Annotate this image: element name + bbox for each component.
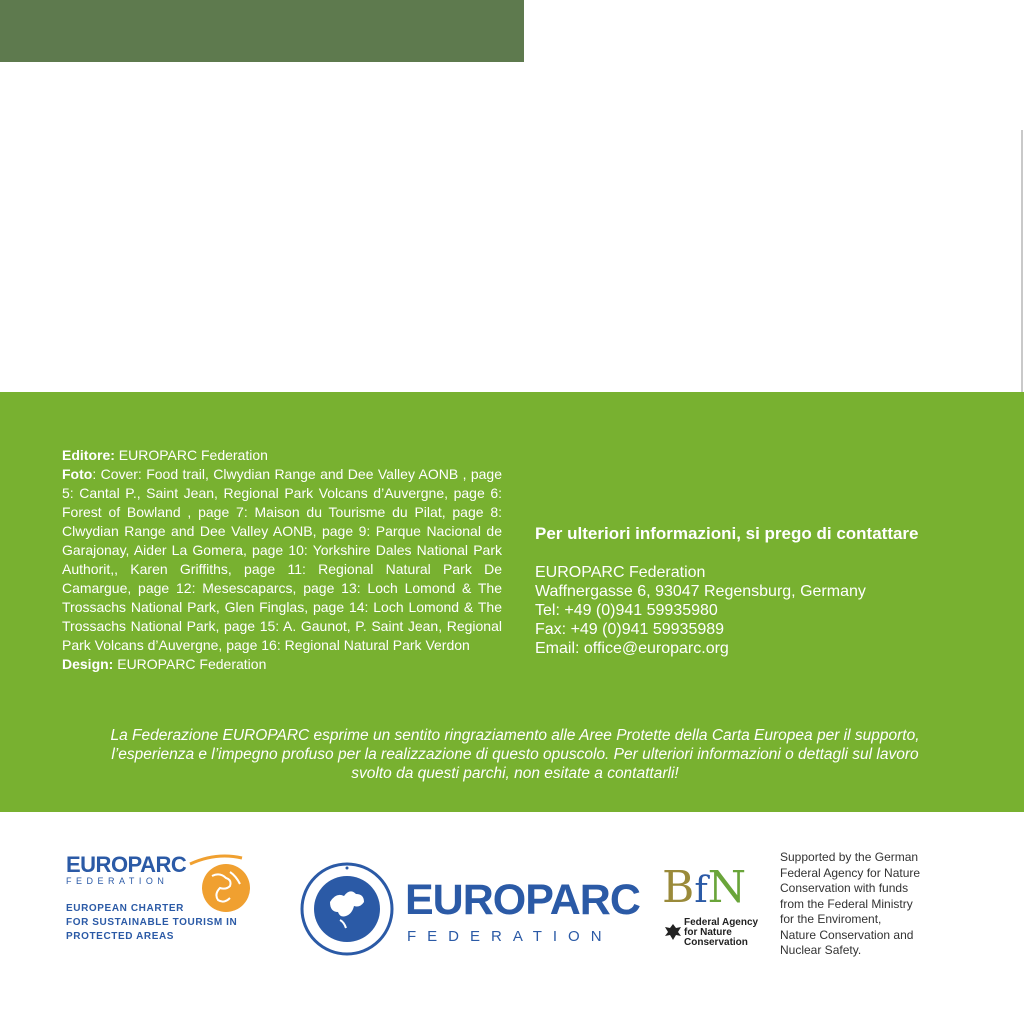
charter-logo-federation: FEDERATION [66,876,169,886]
contact-fax: Fax: +49 (0)941 59935989 [535,621,725,638]
support-line: Nature Conservation and [780,927,914,942]
photo-credits [62,466,502,653]
bfn-agency-line: Conservation [684,937,748,948]
support-line: Supported by the German [780,850,919,864]
design-value: EUROPARC Federation [113,656,267,672]
contact-heading: Per ulteriori informazioni, si prego di contattare [535,524,919,543]
page-edge-line [1021,130,1023,392]
federation-logo-subtitle: FEDERATION [407,928,613,945]
support-statement [780,850,960,959]
editor-label: Editore: [62,447,115,463]
support-line: Nuclear Safety. [780,943,862,957]
charter-line: EUROPEAN CHARTER [66,903,184,914]
charter-line: FOR SUSTAINABLE TOURISM IN [66,917,238,928]
credits-block [62,446,502,674]
federation-logo-brand: EUROPARC [405,876,640,924]
contact-block [535,524,995,658]
contact-address: Waffnergasse 6, 93047 Regensburg, Germany [535,583,866,600]
charter-logo [66,852,266,962]
support-line: Conservation with funds [780,881,909,895]
support-line: for the Enviroment, [780,912,882,926]
top-color-band [0,0,524,62]
support-line: from the Federal Ministry [780,896,913,911]
contact-email[interactable]: Email: office@europarc.org [535,640,729,657]
editor-value: EUROPARC Federation [114,447,268,463]
federation-logo [300,862,640,958]
info-panel [0,392,1024,812]
charter-logo-brand: EUROPARC [66,852,187,877]
photo-text: : Cover: Food trail, Clwydian Range and Dee Valley AONB , page 5: Cantal P., Saint Jean, Regional Park Volcans d’Auvergne, page 6: Forest of Bowland , page 7: Maison du Tourisme du Pilat, page 8: Clwydian Range and Dee Valley AONB, page 9: Parque Nacional de Garajonay, Aider La Gomera, page 10: Yorkshire Dales National Park Authorit,, Karen Griffiths, page 11: Regional Natural Park De Camargue, page 12: Mesescaparcs, page 13: Loch Lomond & The Trossachs National Park, Glen Finglas, page 14: Loch Lomond & The Trossachs National Park, page 15: A. Gaunot, P. Saint Jean, Regional Park Volcans d’Auvergne, page 16: Regional Natural Park Verdon [62,466,502,653]
eagle-icon [664,922,682,942]
bfn-logo [662,858,772,958]
photo-label: Foto [62,466,93,482]
contact-org: EUROPARC Federation [535,564,706,581]
bfn-agency-line: Federal Agency [684,917,759,928]
bfn-agency-text [684,918,758,948]
bfn-agency-line: for Nature [684,927,732,938]
bfn-letters: BfN [662,862,747,913]
federation-globe-icon [300,862,396,958]
charter-globe-icon [186,854,254,918]
design-label: Design: [62,656,114,672]
thanks-note: La Federazione EUROPARC esprime un sentito ringraziamento alle Aree Protette della Carta Europea per il supporto, l’esperienza e l’impegno profuso per la realizzazione di questo opuscolo. Per ulteriori informazioni o dettagli sul lavoro svolto da questi parchi, non esitate a contattarli! [110,727,920,782]
support-line: Federal Agency for Nature [780,865,921,880]
editor-line [62,447,268,463]
charter-line: PROTECTED AREAS [66,931,175,942]
design-line [62,656,266,672]
contact-phone: Tel: +49 (0)941 59935980 [535,602,718,619]
